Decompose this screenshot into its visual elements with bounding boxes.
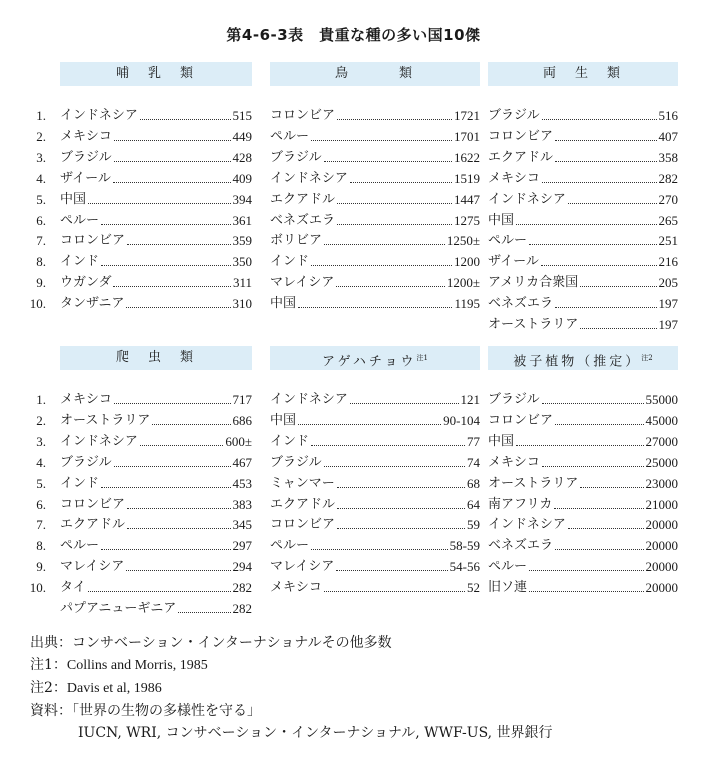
- country-row: [488, 476, 678, 492]
- dot-leader: [568, 203, 657, 204]
- dot-leader: [298, 424, 441, 425]
- country-row: [488, 392, 678, 408]
- rank-number: 6.: [36, 496, 46, 512]
- country-name: コロンビア: [488, 128, 554, 144]
- species-count: 467: [232, 454, 252, 470]
- dot-leader: [350, 403, 459, 404]
- species-count: 358: [658, 149, 678, 165]
- country-name: ブラジル: [60, 454, 112, 470]
- species-count: 311: [232, 275, 252, 291]
- country-name: ペルー: [60, 538, 100, 554]
- dot-leader: [114, 140, 231, 141]
- species-count: 516: [658, 108, 678, 123]
- rank-number: 10.: [29, 296, 46, 312]
- country-row: [270, 538, 480, 554]
- species-count: 428: [232, 149, 252, 165]
- dot-leader: [114, 466, 231, 467]
- dot-leader: [337, 203, 452, 204]
- species-count: 1519: [454, 170, 480, 186]
- country-name: ブラジル: [488, 108, 540, 123]
- species-count: 350: [232, 254, 252, 270]
- species-count: 121: [460, 392, 480, 407]
- country-row: [60, 580, 252, 596]
- species-count: 197: [658, 296, 678, 312]
- dot-leader: [114, 403, 231, 404]
- country-row: [488, 192, 678, 208]
- species-count: 297: [232, 538, 252, 554]
- species-count: 686: [232, 412, 252, 428]
- dot-leader: [555, 307, 656, 308]
- species-count: 1200±: [446, 275, 480, 291]
- species-count: 54-56: [449, 559, 480, 575]
- country-row: [270, 192, 480, 208]
- country-row: [488, 108, 678, 124]
- country-name: メキシコ: [270, 580, 322, 596]
- country-row: [270, 108, 480, 124]
- species-count: 45000: [645, 412, 678, 428]
- dot-leader: [529, 570, 643, 571]
- country-name: メキシコ: [60, 128, 112, 144]
- country-row: [60, 233, 252, 249]
- category-header: [270, 62, 480, 86]
- dot-leader: [88, 591, 231, 592]
- dot-leader: [311, 140, 452, 141]
- dot-leader: [324, 591, 465, 592]
- country-name: コロンビア: [60, 496, 126, 512]
- country-name: マレイシア: [270, 559, 335, 575]
- country-name: 南アフリカ: [488, 496, 553, 512]
- country-name: コロンビア: [60, 233, 126, 249]
- dot-leader: [568, 528, 644, 529]
- table-title: 第4-6-3表 貴重な種の多い国10傑: [226, 26, 481, 44]
- category-header-label: 被子植物（推定）: [513, 354, 642, 370]
- rank-number: 7.: [36, 233, 46, 249]
- category-header-label: 鳥 類: [334, 66, 415, 81]
- species-count: 407: [658, 128, 678, 144]
- species-count: 197: [658, 317, 678, 332]
- country-name: ウガンダ: [60, 275, 112, 291]
- dot-leader: [580, 328, 656, 329]
- dot-leader: [555, 549, 643, 550]
- species-count: 77: [467, 433, 480, 449]
- rank-number: 2.: [36, 412, 46, 428]
- species-count: 282: [232, 580, 252, 596]
- country-row: [60, 434, 252, 450]
- country-row: [488, 580, 678, 596]
- country-name: オーストラリア: [60, 412, 151, 428]
- category-header: [488, 346, 678, 370]
- dot-leader: [178, 612, 230, 613]
- country-name: ザイール: [488, 254, 539, 270]
- rank-number: 8.: [36, 254, 46, 270]
- dot-leader: [516, 445, 643, 446]
- category-header: [60, 346, 252, 370]
- dot-leader: [529, 591, 643, 592]
- species-count: 409: [232, 170, 252, 186]
- rank-number: 5.: [36, 191, 46, 207]
- country-name: タンザニア: [60, 296, 125, 312]
- dot-leader: [580, 286, 656, 287]
- country-name: コロンビア: [270, 517, 336, 533]
- rank-number: 10.: [29, 580, 46, 596]
- country-name: ベネズエラ: [488, 538, 554, 554]
- country-row: [60, 192, 252, 208]
- country-name: インドネシア: [270, 170, 348, 186]
- country-name: 中国: [60, 191, 87, 207]
- dot-leader: [516, 224, 656, 225]
- species-count: 1200: [454, 254, 480, 270]
- footnote-marker: 注1: [416, 354, 428, 362]
- dot-leader: [529, 244, 656, 245]
- species-count: 205: [658, 275, 678, 291]
- rank-number: 1.: [36, 392, 46, 407]
- note-2: [30, 677, 553, 700]
- dot-leader: [542, 119, 657, 120]
- species-count: 1275: [454, 212, 480, 228]
- country-row: [60, 296, 252, 312]
- country-row: [60, 392, 252, 408]
- species-count: 20000: [645, 517, 678, 533]
- dot-leader: [337, 487, 465, 488]
- species-count: 394: [232, 191, 252, 207]
- species-count: 359: [232, 233, 252, 249]
- country-row: [60, 538, 252, 554]
- country-row: [60, 275, 252, 291]
- country-row: [488, 317, 678, 333]
- dot-leader: [311, 549, 448, 550]
- category-header-label: 哺 乳 類: [115, 66, 196, 81]
- species-count: 361: [232, 212, 252, 228]
- species-count: 1447: [454, 191, 480, 207]
- country-name: ベネズエラ: [270, 212, 336, 228]
- country-name: コロンビア: [270, 108, 336, 123]
- species-count: 265: [658, 212, 678, 228]
- category-header-label: 両 生 類: [542, 66, 623, 81]
- species-count: 23000: [645, 475, 678, 491]
- dot-leader: [542, 403, 644, 404]
- dot-leader: [114, 161, 231, 162]
- dot-leader: [542, 182, 657, 183]
- country-row: [488, 296, 678, 312]
- species-count: 310: [232, 296, 252, 312]
- dot-leader: [555, 161, 656, 162]
- species-count: 1721: [454, 108, 480, 123]
- dot-leader: [88, 203, 230, 204]
- country-row: [60, 254, 252, 270]
- dot-leader: [555, 424, 643, 425]
- country-row: [60, 213, 252, 229]
- country-name: ペルー: [60, 212, 100, 228]
- country-name: マレイシア: [270, 275, 335, 291]
- country-name: インド: [60, 254, 100, 270]
- rank-number: 4.: [36, 454, 46, 470]
- species-count: 216: [658, 254, 678, 270]
- country-row: [60, 150, 252, 166]
- rank-number: 1.: [36, 108, 46, 123]
- category-header-label: 爬 虫 類: [115, 350, 196, 365]
- country-name: エクアドル: [60, 517, 126, 533]
- species-count: 251: [658, 233, 678, 249]
- species-count: 20000: [645, 559, 678, 575]
- species-count: 383: [232, 496, 252, 512]
- country-row: [488, 497, 678, 513]
- species-count: 21000: [645, 496, 678, 512]
- species-count: 294: [232, 559, 252, 575]
- species-count: 64: [467, 496, 480, 512]
- country-name: インドネシア: [60, 108, 138, 123]
- country-row: [60, 108, 252, 124]
- dot-leader: [337, 119, 452, 120]
- country-name: 中国: [270, 412, 297, 428]
- rank-number: 5.: [36, 475, 46, 491]
- country-name: オーストラリア: [488, 475, 579, 491]
- dot-leader: [337, 224, 452, 225]
- country-name: ベネズエラ: [488, 296, 554, 312]
- country-name: 中国: [270, 296, 297, 312]
- country-row: [270, 392, 480, 408]
- dot-leader: [324, 466, 465, 467]
- dot-leader: [127, 528, 230, 529]
- country-row: [488, 517, 678, 533]
- country-name: インドネシア: [60, 433, 138, 449]
- species-count: 20000: [645, 538, 678, 554]
- country-name: ボリビア: [270, 233, 323, 249]
- note-1: [30, 654, 553, 677]
- species-count: 717: [232, 392, 252, 407]
- rank-number: 8.: [36, 538, 46, 554]
- species-count: 345: [232, 517, 252, 533]
- country-name: インド: [60, 475, 100, 491]
- rank-number: 9.: [36, 275, 46, 291]
- country-name: パプアニューギニア: [60, 601, 177, 616]
- species-count: 1250±: [446, 233, 480, 249]
- country-name: インドネシア: [488, 191, 566, 207]
- dot-leader: [126, 570, 230, 571]
- reference-note: 資料：「世界の生物の多様性を守る」: [30, 703, 261, 719]
- country-row: [488, 171, 678, 187]
- category-header-label: アゲハチョウ: [322, 354, 417, 370]
- country-row: [270, 129, 480, 145]
- country-row: [270, 275, 480, 291]
- category-header: [488, 62, 678, 86]
- species-count: 453: [232, 475, 252, 491]
- category-header: [270, 346, 480, 370]
- country-name: ブラジル: [270, 454, 322, 470]
- dot-leader: [101, 265, 230, 266]
- dot-leader: [324, 244, 445, 245]
- country-row: [488, 538, 678, 554]
- country-row: [60, 129, 252, 145]
- dot-leader: [324, 161, 452, 162]
- species-count: 270: [658, 191, 678, 207]
- dot-leader: [127, 508, 230, 509]
- species-count: 59: [467, 517, 480, 533]
- country-row: [270, 497, 480, 513]
- dot-leader: [337, 528, 465, 529]
- country-name: メキシコ: [60, 392, 112, 407]
- dot-leader: [101, 549, 230, 550]
- species-count: 515: [232, 108, 252, 123]
- country-name: アメリカ合衆国: [488, 275, 579, 291]
- country-name: ブラジル: [60, 149, 112, 165]
- country-row: [60, 517, 252, 533]
- country-name: エクアドル: [488, 149, 554, 165]
- country-row: [488, 455, 678, 471]
- footnote-marker: 注2: [641, 354, 653, 362]
- country-name: コロンビア: [488, 412, 554, 428]
- country-row: [60, 559, 252, 575]
- notes-block: [30, 632, 553, 744]
- species-count: 282: [232, 601, 252, 616]
- country-name: インド: [270, 254, 310, 270]
- country-row: [488, 213, 678, 229]
- country-name: 中国: [488, 433, 515, 449]
- country-name: エクアドル: [270, 191, 336, 207]
- country-name: タイ: [60, 580, 86, 596]
- dot-leader: [555, 140, 656, 141]
- country-name: エクアドル: [270, 496, 336, 512]
- species-count: 27000: [645, 433, 678, 449]
- dot-leader: [554, 508, 643, 509]
- country-row: [270, 476, 480, 492]
- dot-leader: [337, 508, 465, 509]
- dot-leader: [126, 307, 230, 308]
- rank-number: 3.: [36, 433, 46, 449]
- country-row: [270, 213, 480, 229]
- rank-number: 7.: [36, 517, 46, 533]
- country-name: メキシコ: [488, 170, 540, 186]
- note-1-text: Collins and Morris, 1985: [66, 658, 208, 673]
- species-count: 68: [467, 475, 480, 491]
- category-header: [60, 62, 252, 86]
- dot-leader: [298, 307, 452, 308]
- dot-leader: [336, 286, 445, 287]
- country-row: [488, 413, 678, 429]
- country-name: インド: [270, 433, 310, 449]
- country-name: ミャンマー: [270, 475, 335, 491]
- species-count: 90-104: [443, 412, 480, 428]
- country-row: [270, 434, 480, 450]
- dot-leader: [101, 487, 230, 488]
- country-row: [270, 517, 480, 533]
- country-name: 旧ソ連: [488, 580, 528, 596]
- country-name: ペルー: [488, 559, 528, 575]
- note-1-label: 注1：: [30, 657, 67, 673]
- rank-number: 3.: [36, 149, 46, 165]
- species-count: 55000: [645, 392, 678, 407]
- country-row: [488, 434, 678, 450]
- dot-leader: [140, 119, 231, 120]
- country-name: インドネシア: [270, 392, 348, 407]
- country-name: ペルー: [270, 538, 310, 554]
- dot-leader: [127, 244, 230, 245]
- dot-leader: [311, 265, 452, 266]
- species-count: 282: [658, 170, 678, 186]
- species-count: 52: [467, 580, 480, 596]
- country-name: ブラジル: [488, 392, 540, 407]
- country-row: [60, 497, 252, 513]
- country-row: [488, 559, 678, 575]
- country-row: [270, 171, 480, 187]
- dot-leader: [580, 487, 643, 488]
- country-name: ペルー: [270, 128, 310, 144]
- country-row: [270, 254, 480, 270]
- dot-leader: [101, 224, 230, 225]
- species-count: 25000: [645, 454, 678, 470]
- country-row: [488, 254, 678, 270]
- species-count: 20000: [645, 580, 678, 596]
- rank-number: 6.: [36, 212, 46, 228]
- country-row: [60, 413, 252, 429]
- species-count: 1701: [454, 128, 480, 144]
- country-row: [60, 171, 252, 187]
- dot-leader: [140, 445, 223, 446]
- country-row: [60, 476, 252, 492]
- reference-organizations: IUCN, WRI, コンサベーション・インターナショナル, WWF-US, 世界銀行: [78, 725, 553, 741]
- dot-leader: [350, 182, 452, 183]
- species-count: 449: [232, 128, 252, 144]
- dot-leader: [311, 445, 465, 446]
- country-row: [270, 233, 480, 249]
- rank-number: 4.: [36, 170, 46, 186]
- dot-leader: [541, 265, 657, 266]
- species-count: 1622: [454, 149, 480, 165]
- species-count: 58-59: [449, 538, 480, 554]
- country-row: [60, 601, 252, 617]
- note-2-label: 注2：: [30, 680, 67, 696]
- country-row: [270, 150, 480, 166]
- country-row: [270, 580, 480, 596]
- species-count: 600±: [225, 433, 252, 449]
- country-name: 中国: [488, 212, 515, 228]
- country-name: ペルー: [488, 233, 528, 249]
- country-name: インドネシア: [488, 517, 566, 533]
- country-row: [488, 275, 678, 291]
- country-row: [488, 233, 678, 249]
- country-row: [270, 455, 480, 471]
- dot-leader: [113, 286, 230, 287]
- country-name: マレイシア: [60, 559, 125, 575]
- rank-number: 2.: [36, 128, 46, 144]
- dot-leader: [152, 424, 230, 425]
- country-row: [488, 150, 678, 166]
- country-name: ブラジル: [270, 149, 322, 165]
- note-2-text: Davis et al, 1986: [66, 681, 162, 696]
- source-note: 出典：コンサベーション・インターナショナルその他多数: [30, 635, 392, 651]
- species-count: 74: [467, 454, 480, 470]
- country-row: [270, 296, 480, 312]
- country-name: ザイール: [60, 170, 111, 186]
- country-row: [270, 413, 480, 429]
- dot-leader: [336, 570, 447, 571]
- rank-number: 9.: [36, 559, 46, 575]
- dot-leader: [113, 182, 231, 183]
- country-row: [488, 129, 678, 145]
- country-name: オーストラリア: [488, 317, 579, 332]
- dot-leader: [542, 466, 644, 467]
- country-row: [270, 559, 480, 575]
- country-name: メキシコ: [488, 454, 540, 470]
- species-count: 1195: [454, 296, 480, 312]
- country-row: [60, 455, 252, 471]
